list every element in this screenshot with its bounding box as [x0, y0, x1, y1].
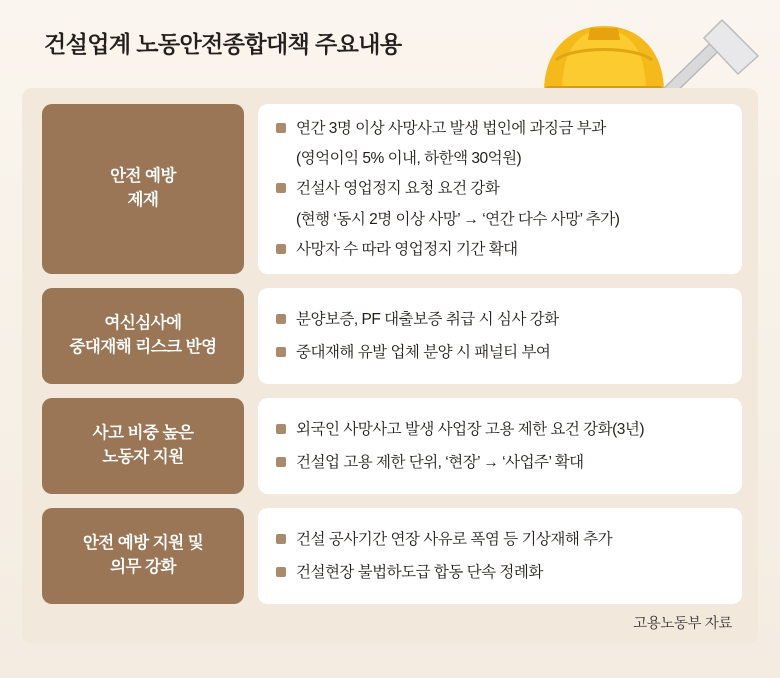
section-content-2	[258, 288, 742, 384]
list-item-text: 건설현장 불법하도급 합동 단속 정례화	[296, 564, 543, 581]
list-item	[276, 117, 722, 140]
list-item	[276, 341, 722, 364]
square-bullet-icon	[276, 347, 286, 357]
list-item	[276, 308, 722, 331]
section-label-line: 노동자 지원	[102, 448, 184, 466]
section-label-line: 중대재해 리스크 반영	[69, 338, 217, 356]
source-credit: 고용노동부 자료	[633, 616, 732, 632]
square-bullet-icon	[276, 567, 286, 577]
section-row	[42, 104, 742, 274]
section-label-2	[42, 288, 244, 384]
list-item-text: 분양보증, PF 대출보증 취급 시 심사 강화	[296, 310, 559, 328]
section-label-4	[42, 508, 244, 604]
list-item-text: 건설 공사기간 연장 사유로 폭염 등 기상재해 추가	[296, 530, 613, 548]
list-item	[276, 177, 722, 200]
square-bullet-icon	[276, 183, 286, 193]
section-content-4	[258, 508, 742, 604]
section-label-3	[42, 398, 244, 494]
square-bullet-icon	[276, 457, 286, 467]
section-row	[42, 508, 742, 604]
square-bullet-icon	[276, 534, 286, 544]
list-item-subtext: (현행 ‘동시 2명 이상 사망’ → ‘연간 다수 사망’ 추가)	[296, 210, 620, 228]
list-item-text: 건설사 영업정지 요청 요건 강화	[296, 180, 500, 198]
section-label-1	[42, 104, 244, 274]
section-label-line: 안전 예방	[110, 167, 176, 186]
list-item	[276, 238, 722, 261]
list-item	[276, 451, 722, 474]
section-label-line: 안전 예방 지원 및	[82, 534, 204, 553]
page-title: 건설업계 노동안전종합대책 주요내용	[44, 31, 402, 57]
square-bullet-icon	[276, 424, 286, 434]
list-item-text: 건설업 고용 제한 단위, ‘현장’ → ‘사업주’ 확대	[296, 454, 584, 471]
sections-list	[42, 104, 742, 618]
square-bullet-icon	[276, 123, 286, 133]
section-label-line: 사고 비중 높은	[92, 424, 194, 443]
list-item-text: 사망자 수 따라 영업정지 기간 확대	[296, 240, 518, 258]
section-label-line: 의무 강화	[110, 558, 176, 576]
section-content-1	[258, 104, 742, 274]
list-item-text: 외국인 사망사고 발생 사업장 고용 제한 요건 강화(3년)	[296, 420, 645, 438]
section-row	[42, 288, 742, 384]
section-label-line: 여신심사에	[104, 314, 182, 333]
section-row	[42, 398, 742, 494]
square-bullet-icon	[276, 314, 286, 324]
list-item	[276, 528, 722, 551]
section-label-line: 제재	[127, 191, 159, 209]
list-item	[276, 561, 722, 584]
list-item-text: 중대재해 유발 업체 분양 시 패널티 부여	[296, 344, 551, 361]
list-item-text: 연간 3명 이상 사망사고 발생 법인에 과징금 부과	[296, 119, 606, 137]
square-bullet-icon	[276, 244, 286, 254]
list-item-subtext: (영억이익 5% 이내, 하한액 30억원)	[296, 150, 522, 168]
section-content-3	[258, 398, 742, 494]
list-item	[276, 418, 722, 441]
